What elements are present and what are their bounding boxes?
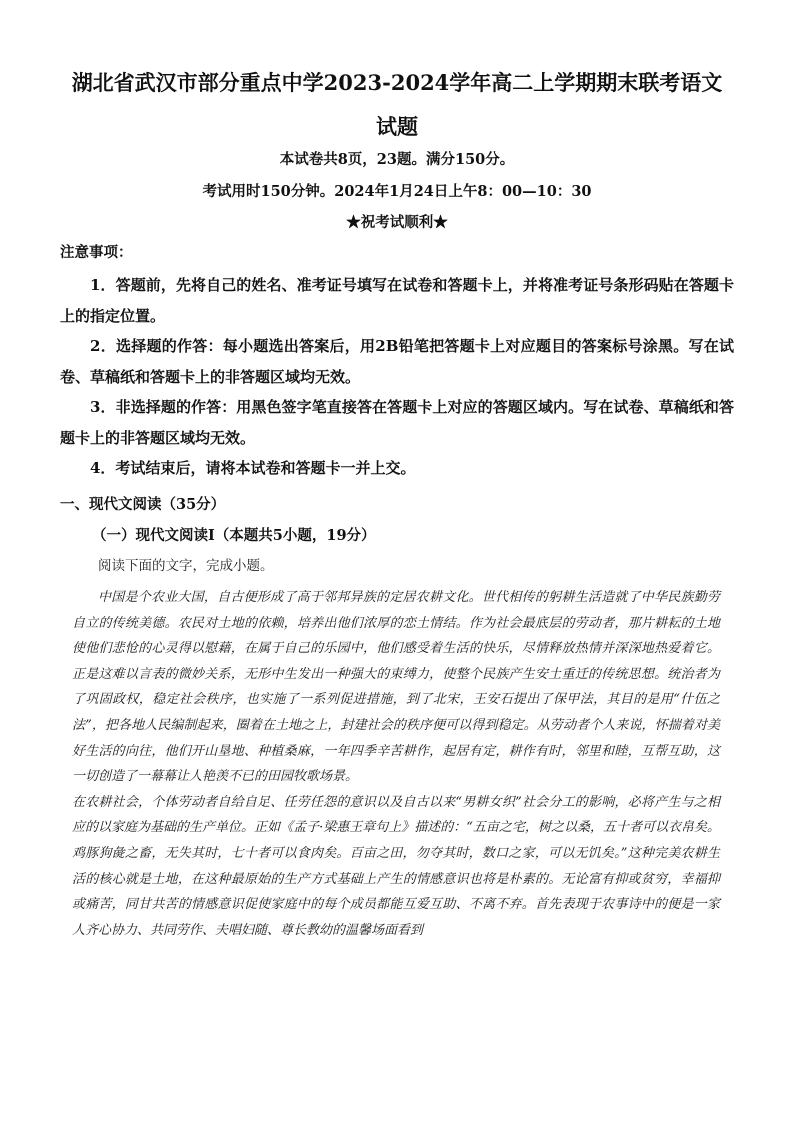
exam-info-time: 考试用时150分钟。2024年1月24日上午8：00—10：30 (202, 183, 592, 200)
section-heading: 一、现代文阅读（35分） (60, 496, 226, 513)
subsection-heading: （一）现代文阅读Ⅰ（本题共5小题，19分） (92, 527, 376, 544)
blessing-line: ★祝考试顺利★ (346, 214, 448, 231)
passage-paragraph: 中国是个农业大国，自古便形成了高于邻邦异族的定居农耕文化。世代相传的躬耕生活造就了中华民族勤劳自立的传统美德。农民对土地的依赖，培养出他们浓厚的恋土情结。作为社会最底层的劳动者，那片耕耘的土地使他们悲怆的心灵得以慰藉，在属于自己的乐园中，他们感受着生活的快乐，尽情释放热情并深深地热爱着它。正是这难以言表的微妙关系，无形中生发出一种强大的束缚力，使整个民族产生安土重迁的传统思想。统治者为了巩固政权，稳定社会秩序，也实施了一系列促进措施，到了北宋，王安石提出了保甲法，其目的是用“什伍之法”，把各地人民编制起来，圈着在土地之上，封建社会的秩序便可以得到稳定。从劳动者个人来说，怀揣着对美好生活的向往，他们开山垦地、种植桑麻，一年四季辛苦耕作，起居有定，耕作有时，邻里和睦，互帮互助，这一切创造了一幕幕让人艳羡不已的田园牧歌场景。 (72, 590, 720, 785)
reading-passage (72, 585, 720, 943)
reading-instruction: 阅读下面的文字，完成小题。 (98, 558, 274, 574)
exam-info-questions: 本试卷共8页，23题。满分150分。 (279, 151, 515, 168)
note-item: 3．非选择题的作答：用黑色签字笔直接答在答题卡上对应的答题区域内。写在试卷、草稿纸和答题卡上的非答题区域均无效。 (60, 398, 734, 447)
note-item: 4．考试结束后，请将本试卷和答题卡一并上交。 (90, 459, 416, 477)
notes-heading: 注意事项： (60, 244, 133, 261)
notes-list (60, 270, 734, 484)
exam-title-continued: 试题 (376, 114, 418, 139)
note-item: 2．选择题的作答：每小题选出答案后，用2B铅笔把答题卡上对应题目的答案标号涂黑。写在试卷、草稿纸和答题卡上的非答题区域均无效。 (60, 337, 734, 386)
exam-title: 湖北省武汉市部分重点中学2023-2024学年高二上学期期末联考语文 (71, 70, 723, 95)
note-item: 1．答题前，先将自己的姓名、准考证号填写在试卷和答题卡上，并将准考证号条形码贴在答题卡上的指定位置。 (60, 276, 734, 325)
passage-paragraph: 在农耕社会，个体劳动者自给自足、任劳任怨的意识以及自古以来“男耕女织”社会分工的影响，必将产生与之相应的以家庭为基础的生产单位。正如《孟子·梁惠王章句上》描述的：“五亩之宅，树之以桑，五十者可以衣帛矣。鸡豚狗彘之畜，无失其时，七十者可以食肉矣。百亩之田，勿夺其时，数口之家，可以无饥矣。”这种完美农耕生活的核心就是土地，在这种最原始的生产方式基础上产生的情感意识也将是朴素的。无论富有抑或贫穷，幸福抑或痛苦，同甘共苦的情感意识促使家庭中的每个成员都能互爱互助、不离不弃。首先表现于农事诗中的便是一家人齐心协力、共同劳作、夫唱妇随、尊长教幼的温馨场面看到 (72, 794, 720, 938)
